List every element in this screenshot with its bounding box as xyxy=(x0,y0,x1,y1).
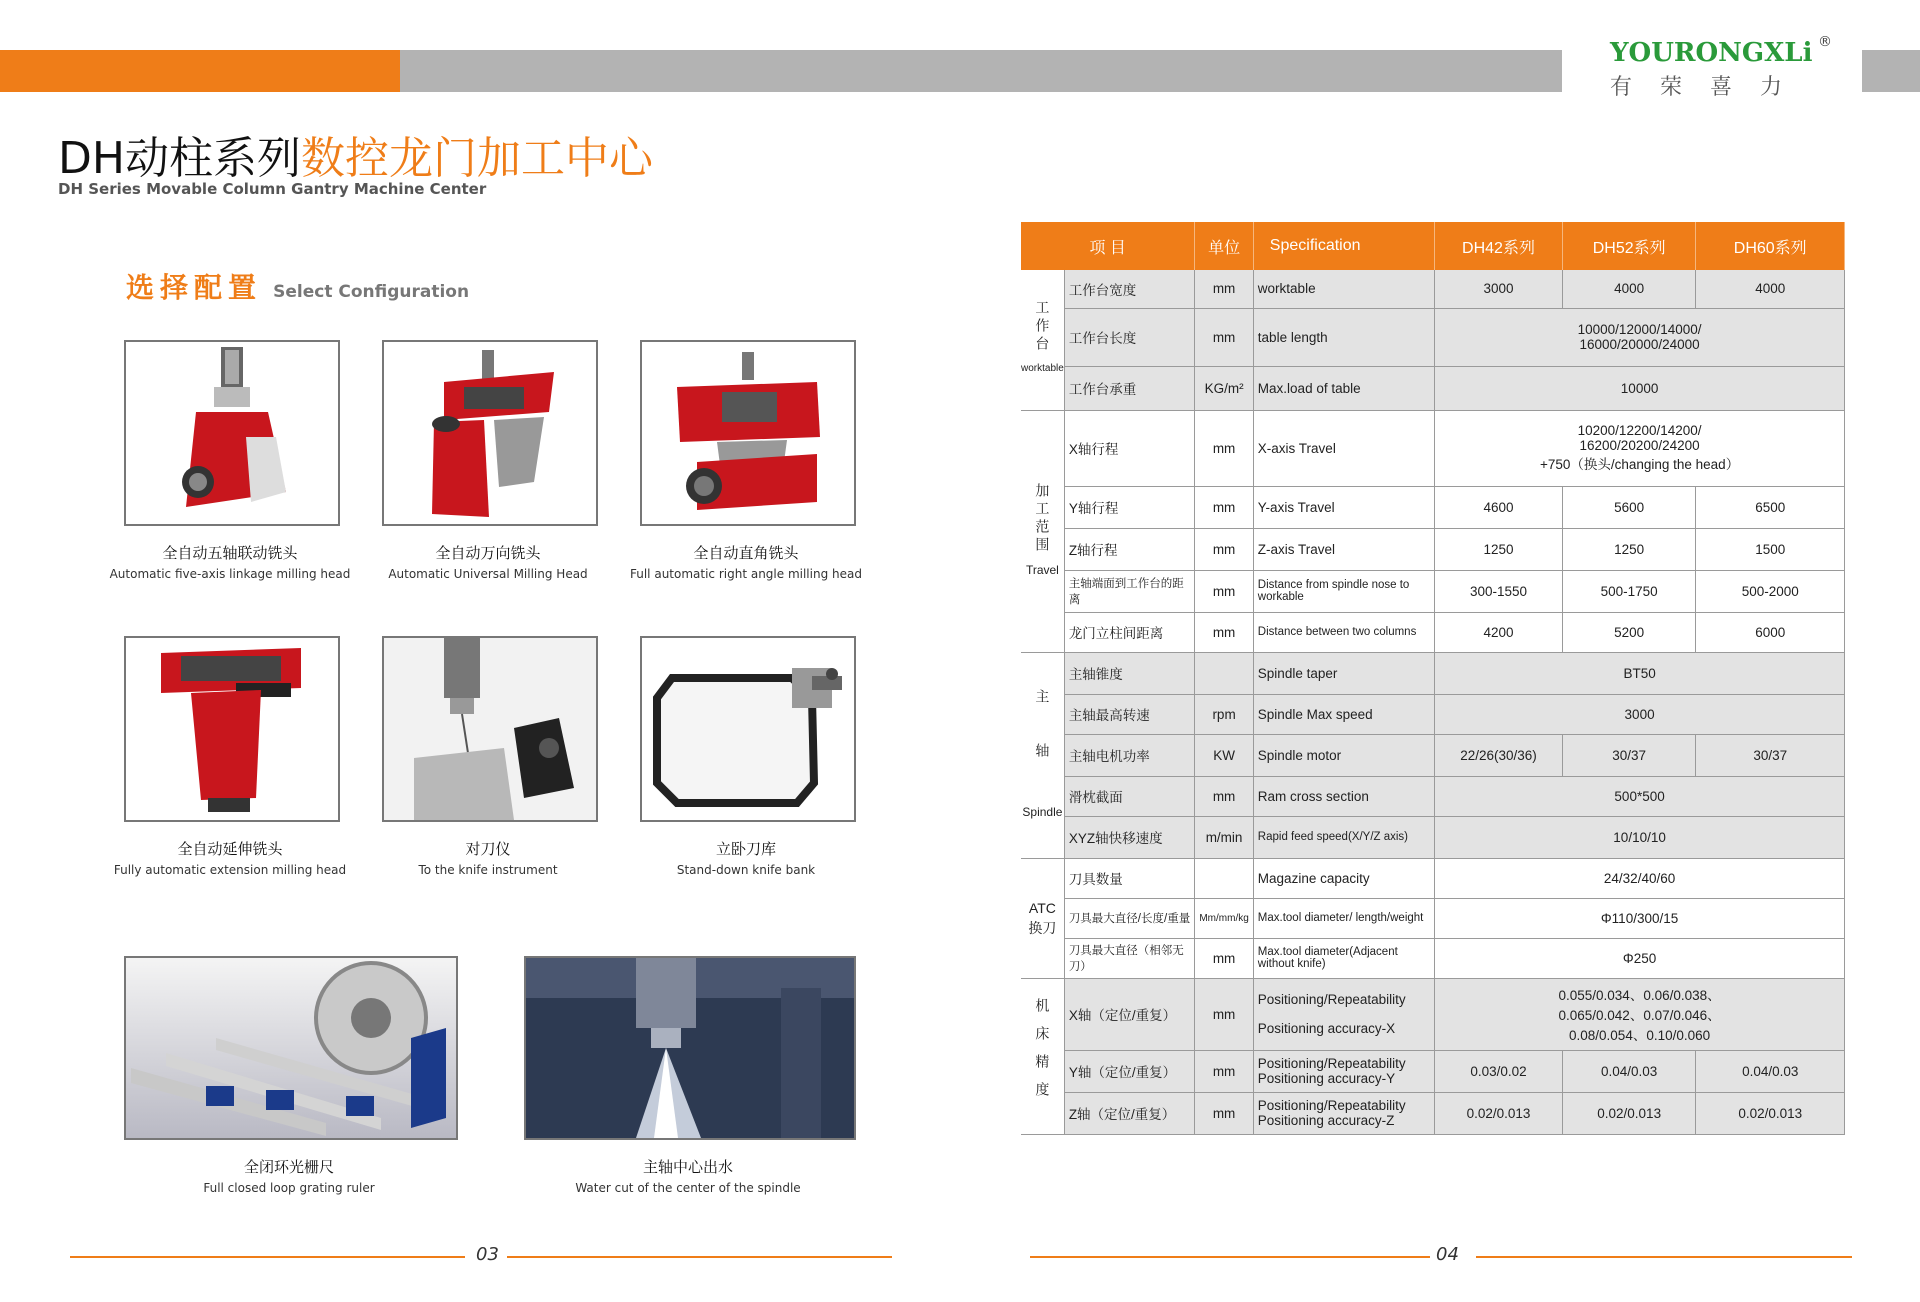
group-spindle xyxy=(1021,652,1064,858)
row-unit: Mm/mm/kg xyxy=(1195,898,1253,938)
group-label-en: Travel xyxy=(1025,562,1059,577)
value-dh52: 4000 xyxy=(1562,270,1696,308)
row-unit: rpm xyxy=(1195,694,1253,734)
row-spec: Max.tool diameter(Adjacent without knife) xyxy=(1253,938,1434,978)
value-dh42: 0.02/0.013 xyxy=(1435,1092,1563,1134)
brand-name-en: YOURONGXLi xyxy=(1610,38,1813,68)
row-item: 滑枕截面 xyxy=(1064,776,1195,816)
value-all: 3000 xyxy=(1435,694,1845,734)
row-spec: Distance between two columns xyxy=(1253,612,1434,652)
footer-line-left-a xyxy=(70,1256,465,1258)
group-worktable xyxy=(1021,270,1064,410)
value-dh52: 30/37 xyxy=(1562,734,1696,776)
page-number-right: 04 xyxy=(1436,1244,1459,1265)
value-all: Φ110/300/15 xyxy=(1435,898,1845,938)
product-image-spindle-coolant xyxy=(524,956,856,1140)
row-spec: X-axis Travel xyxy=(1253,410,1434,486)
header-item: 项 目 xyxy=(1021,222,1195,270)
table-row xyxy=(1021,366,1845,410)
spec-table xyxy=(1021,222,1845,1135)
row-spec: Y-axis Travel xyxy=(1253,486,1434,528)
product-image-tool-magazine xyxy=(640,636,856,822)
product-image-grating-ruler xyxy=(124,956,458,1140)
brand-name-cn: 有荣喜力 xyxy=(1610,75,1811,100)
group-label-cn: 机床精度 xyxy=(1034,997,1051,1110)
table-row xyxy=(1021,308,1845,366)
product-name-cn: 全自动延伸铣头 xyxy=(177,840,283,858)
row-unit: mm xyxy=(1195,978,1253,1050)
value-all: Φ250 xyxy=(1435,938,1845,978)
row-spec: Spindle taper xyxy=(1253,652,1434,694)
value-all: 10/10/10 xyxy=(1435,816,1845,858)
spec-line: Positioning accuracy-Y xyxy=(1257,1071,1396,1086)
product-name-cn: 全闭环光栅尺 xyxy=(243,1158,334,1176)
spec-line: Positioning/Repeatability xyxy=(1257,1056,1406,1071)
row-unit: mm xyxy=(1195,528,1253,570)
row-item: Y轴（定位/重复） xyxy=(1064,1050,1195,1092)
product-caption xyxy=(104,542,356,581)
row-spec xyxy=(1253,978,1434,1050)
product-name-en: Automatic five-axis linkage milling head xyxy=(109,567,351,581)
row-item: X轴（定位/重复） xyxy=(1064,978,1195,1050)
group-label-cn: 加工范围 xyxy=(1034,482,1051,555)
header-gray-bar xyxy=(400,50,1562,92)
product-name-en: Automatic Universal Milling Head xyxy=(388,567,588,581)
value-all: 10000 xyxy=(1435,366,1845,410)
row-spec: Magazine capacity xyxy=(1253,858,1434,898)
table-row xyxy=(1021,978,1845,1050)
spec-line: Positioning accuracy-Z xyxy=(1257,1113,1395,1128)
row-unit: mm xyxy=(1195,270,1253,308)
row-spec xyxy=(1253,1050,1434,1092)
row-item: 主轴电机功率 xyxy=(1064,734,1195,776)
row-item: 工作台宽度 xyxy=(1064,270,1195,308)
table-row xyxy=(1021,694,1845,734)
footer-line-right-b xyxy=(1476,1256,1852,1258)
product-caption xyxy=(620,838,872,877)
row-spec xyxy=(1253,1092,1434,1134)
page-number-left: 03 xyxy=(476,1244,499,1265)
product-name-en: To the knife instrument xyxy=(418,863,558,877)
row-item: 刀具最大直径/长度/重量 xyxy=(1064,898,1195,938)
product-name-cn: 全自动直角铣头 xyxy=(693,544,799,562)
row-spec: Distance from spindle nose to workable xyxy=(1253,570,1434,612)
page-title xyxy=(58,122,653,186)
row-spec: Spindle Max speed xyxy=(1253,694,1434,734)
table-row xyxy=(1021,652,1845,694)
product-name-en: Water cut of the center of the spindle xyxy=(575,1181,801,1195)
value-dh60: 6500 xyxy=(1696,486,1845,528)
value-dh52: 5600 xyxy=(1562,486,1696,528)
value-all: 10000/12000/14000/ 16000/20000/24000 xyxy=(1435,308,1845,366)
group-accuracy xyxy=(1021,978,1064,1134)
table-row xyxy=(1021,858,1845,898)
row-unit: mm xyxy=(1195,410,1253,486)
header-dh42: DH42系列 xyxy=(1435,222,1563,270)
header-dh60: DH60系列 xyxy=(1696,222,1845,270)
group-label-cn: 主轴 xyxy=(1034,688,1051,797)
value-dh42: 22/26(30/36) xyxy=(1435,734,1563,776)
value-dh60: 1500 xyxy=(1696,528,1845,570)
value-dh52: 5200 xyxy=(1562,612,1696,652)
page-title-part1: DH动柱系列 xyxy=(58,133,301,184)
registered-mark: ® xyxy=(1818,34,1832,50)
product-name-cn: 全自动万向铣头 xyxy=(435,544,541,562)
value-dh60: 6000 xyxy=(1696,612,1845,652)
group-atc xyxy=(1021,858,1064,978)
header-spec: Specification xyxy=(1253,222,1434,270)
value-line: +750（换头/changing the head） xyxy=(1539,457,1740,472)
value-dh60: 30/37 xyxy=(1696,734,1845,776)
value-all: BT50 xyxy=(1435,652,1845,694)
row-spec: Rapid feed speed(X/Y/Z axis) xyxy=(1253,816,1434,858)
table-row xyxy=(1021,938,1845,978)
row-item: 主轴最高转速 xyxy=(1064,694,1195,734)
group-travel xyxy=(1021,410,1064,652)
header-orange-bar xyxy=(0,50,400,92)
header-unit: 单位 xyxy=(1195,222,1253,270)
page-title-part2: 数控龙门加工中心 xyxy=(300,133,653,184)
product-image-extension-head xyxy=(124,636,340,822)
value-line: 0.065/0.042、0.07/0.046、 xyxy=(1558,1008,1721,1023)
row-unit: mm xyxy=(1195,612,1253,652)
product-caption xyxy=(362,542,614,581)
row-spec: Ram cross section xyxy=(1253,776,1434,816)
group-label-cn: 工作台 xyxy=(1034,300,1051,355)
section-heading-en: Select Configuration xyxy=(273,282,470,302)
spec-line: Positioning/Repeatability xyxy=(1257,1098,1406,1113)
row-unit: mm xyxy=(1195,308,1253,366)
footer-line-left-b xyxy=(507,1256,892,1258)
table-row xyxy=(1021,612,1845,652)
product-name-cn: 对刀仪 xyxy=(465,840,511,858)
product-name-cn: 主轴中心出水 xyxy=(642,1158,733,1176)
row-unit: mm xyxy=(1195,776,1253,816)
table-row xyxy=(1021,1092,1845,1134)
row-unit: KG/m² xyxy=(1195,366,1253,410)
value-dh60: 500-2000 xyxy=(1696,570,1845,612)
product-image-right-angle-head xyxy=(640,340,856,526)
product-image-tool-setter xyxy=(382,636,598,822)
row-spec: Max.load of table xyxy=(1253,366,1434,410)
value-all: 24/32/40/60 xyxy=(1435,858,1845,898)
section-heading xyxy=(126,266,469,306)
table-row xyxy=(1021,734,1845,776)
row-item: Y轴行程 xyxy=(1064,486,1195,528)
page-subtitle: DH Series Movable Column Gantry Machine Center xyxy=(58,180,487,198)
value-dh42: 1250 xyxy=(1435,528,1563,570)
table-header-row xyxy=(1021,222,1845,270)
product-image-five-axis-head xyxy=(124,340,340,526)
row-item: 工作台承重 xyxy=(1064,366,1195,410)
product-caption xyxy=(362,838,614,877)
value-line: 10200/12200/14200/ xyxy=(1577,423,1702,438)
table-row xyxy=(1021,816,1845,858)
table-row xyxy=(1021,898,1845,938)
header-dh52: DH52系列 xyxy=(1562,222,1696,270)
row-unit: KW xyxy=(1195,734,1253,776)
product-name-en: Fully automatic extension milling head xyxy=(113,863,347,877)
product-name-cn: 全自动五轴联动铣头 xyxy=(162,544,298,562)
value-dh52: 1250 xyxy=(1562,528,1696,570)
row-item: 主轴锥度 xyxy=(1064,652,1195,694)
product-name-en: Full automatic right angle milling head xyxy=(630,567,862,581)
row-item: 主轴端面到工作台的距离 xyxy=(1064,570,1195,612)
row-unit: mm xyxy=(1195,1092,1253,1134)
value-dh52: 500-1750 xyxy=(1562,570,1696,612)
value-dh60: 0.04/0.03 xyxy=(1696,1050,1845,1092)
row-item: Z轴（定位/重复） xyxy=(1064,1092,1195,1134)
header-gray-bar-right xyxy=(1862,50,1920,92)
value-dh42: 300-1550 xyxy=(1435,570,1563,612)
row-spec: table length xyxy=(1253,308,1434,366)
value-dh42: 4600 xyxy=(1435,486,1563,528)
row-spec: Spindle motor xyxy=(1253,734,1434,776)
row-unit: m/min xyxy=(1195,816,1253,858)
value-dh60: 0.02/0.013 xyxy=(1696,1092,1845,1134)
footer-line-right-a xyxy=(1030,1256,1430,1258)
product-caption xyxy=(524,1156,852,1195)
spec-line: Positioning/Repeatability xyxy=(1257,992,1406,1007)
row-item: Z轴行程 xyxy=(1064,528,1195,570)
spec-line: Positioning accuracy-X xyxy=(1257,1021,1396,1036)
product-caption xyxy=(620,542,872,581)
product-name-en: Stand-down knife bank xyxy=(676,863,816,877)
row-unit xyxy=(1195,652,1253,694)
group-label-en: worktable xyxy=(1021,363,1064,375)
value-dh42: 0.03/0.02 xyxy=(1435,1050,1563,1092)
product-image-universal-head xyxy=(382,340,598,526)
row-spec: Max.tool diameter/ length/weight xyxy=(1253,898,1434,938)
row-item: 刀具数量 xyxy=(1064,858,1195,898)
value-dh52: 0.02/0.013 xyxy=(1562,1092,1696,1134)
value-dh42: 4200 xyxy=(1435,612,1563,652)
product-caption xyxy=(104,838,356,877)
value-dh52: 0.04/0.03 xyxy=(1562,1050,1696,1092)
row-item: 龙门立柱间距离 xyxy=(1064,612,1195,652)
product-name-en: Full closed loop grating ruler xyxy=(203,1181,375,1195)
value-line: 0.08/0.054、0.10/0.060 xyxy=(1569,1028,1711,1043)
table-row xyxy=(1021,570,1845,612)
row-unit: mm xyxy=(1195,938,1253,978)
section-heading-cn: 选择配置 xyxy=(126,271,263,304)
value-dh60: 4000 xyxy=(1696,270,1845,308)
row-item: 刀具最大直径（相邻无刀） xyxy=(1064,938,1195,978)
row-spec: Z-axis Travel xyxy=(1253,528,1434,570)
row-item: XYZ轴快移速度 xyxy=(1064,816,1195,858)
row-spec: worktable xyxy=(1253,270,1434,308)
row-unit: mm xyxy=(1195,486,1253,528)
product-name-cn: 立卧刀库 xyxy=(715,840,776,858)
value-line: 0.055/0.034、0.06/0.038、 xyxy=(1558,988,1721,1003)
row-unit xyxy=(1195,858,1253,898)
row-unit: mm xyxy=(1195,1050,1253,1092)
table-row xyxy=(1021,410,1845,486)
table-row xyxy=(1021,486,1845,528)
table-row xyxy=(1021,776,1845,816)
group-label-en: Spindle xyxy=(1022,804,1063,819)
group-label-cn: ATC换刀 xyxy=(1028,900,1057,936)
value-all: 500*500 xyxy=(1435,776,1845,816)
product-caption xyxy=(124,1156,454,1195)
row-item: X轴行程 xyxy=(1064,410,1195,486)
brand-logo xyxy=(1610,34,1850,108)
value-line: 16200/20200/24200 xyxy=(1579,438,1700,453)
value-all xyxy=(1435,978,1845,1050)
table-row xyxy=(1021,1050,1845,1092)
row-unit: mm xyxy=(1195,570,1253,612)
row-item: 工作台长度 xyxy=(1064,308,1195,366)
value-dh42: 3000 xyxy=(1435,270,1563,308)
table-row xyxy=(1021,270,1845,308)
table-row xyxy=(1021,528,1845,570)
value-all xyxy=(1435,410,1845,486)
